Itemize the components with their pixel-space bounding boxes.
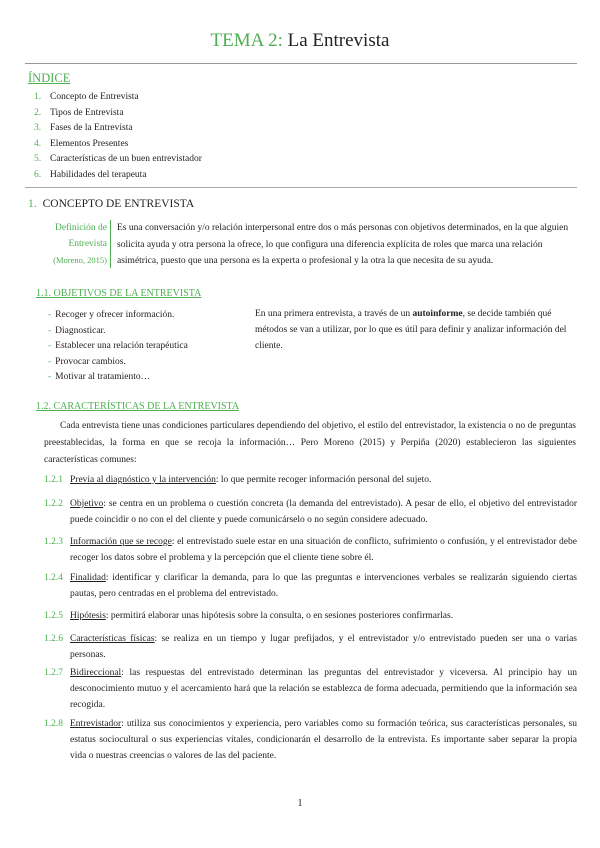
list-item: - Motivar al tratamiento… bbox=[48, 372, 151, 382]
list-item: 1.2.3 Información que se recoge: el entrevistado suele estar en una situación de conflicto, sufrimiento o confusión, y el entrevistador debe recoger los datos sobre el problema y la percepción que el cliente tiene sobre él. bbox=[44, 537, 577, 563]
list-item: - Diagnosticar. bbox=[48, 325, 106, 336]
list-item: - Establecer una relación terapéutica bbox=[48, 341, 188, 351]
index-item: 4. Elementos Presentes bbox=[34, 138, 129, 149]
list-item: 1.2.8 Entrevistador: utiliza sus conocimientos y experiencia, pero variables como su formación teórica, sus características personales, su estatus sociocultural o sus experiencias vitales, condicionarán el desarrollo de la entrevista. Es importante saber separar la propia vida o nuestras creencias o valores de las del paciente. bbox=[44, 719, 577, 761]
index-item: 6. Habilidades del terapeuta bbox=[34, 169, 147, 180]
list-item: 1.2.2 Objetivo: se centra en un problema o cuestión concreta (la demanda del entrevistado). A pesar de ello, el objetivo del entrevistador puede coincidir o no con el del cliente y puede comunicárselo o no según considere adecuado. bbox=[44, 499, 577, 525]
index-list bbox=[34, 90, 202, 183]
subsection-heading-objetivos: 1.1. OBJETIVOS DE LA ENTREVISTA bbox=[36, 288, 202, 299]
definition-label: Definición de Entrevista (Moreno, 2015) bbox=[53, 223, 107, 265]
index-item: 1. Concepto de Entrevista bbox=[34, 92, 139, 102]
subsection-heading-caracteristicas: 1.2. CARACTERÍSTICAS DE LA ENTREVISTA bbox=[36, 401, 240, 412]
list-item: - Provocar cambios. bbox=[48, 356, 126, 367]
list-item: - Recoger y ofrecer información. bbox=[48, 310, 175, 320]
objetivos-list bbox=[48, 308, 188, 386]
page-number: 1 bbox=[297, 798, 303, 809]
index-divider bbox=[25, 187, 577, 188]
index-item: 3. Fases de la Entrevista bbox=[34, 123, 133, 133]
list-item: 1.2.4 Finalidad: identificar y clarificar la demanda, para lo que las preguntas e intervenciones verbales se realizarán siguiendo ciertas pautas, pero centradas en el problema del entrevistado. bbox=[44, 573, 577, 599]
title-divider bbox=[25, 63, 577, 64]
objetivos-text: En una primera entrevista, a través de un autoinforme, se decide también qué métodos se van a utilizar, por lo que es útil para definir y analizar información del cliente. bbox=[255, 309, 567, 351]
list-item: 1.2.5 Hipótesis: permitirá elaborar unas hipótesis sobre la consulta, o en sesiones posteriores confirmarlas. bbox=[44, 611, 454, 621]
index-heading: ÍNDICE bbox=[28, 71, 71, 85]
list-item: 1.2.7 Bidireccional: las respuestas del entrevistado determinan las preguntas del entrevistador y viceversa. Al principio hay un desconocimiento mutuo y el acercamiento hará que la relación se establezca de forma adecuada, permitiendo que la información sea recogida. bbox=[44, 668, 577, 710]
index-item: 5. Características de un buen entrevistador bbox=[34, 154, 202, 164]
page-title: TEMA 2: La Entrevista bbox=[210, 30, 390, 51]
caracteristicas-intro: Cada entrevista tiene unas condiciones particulares dependiendo del objetivo, el estilo del entrevistador, la existencia o no de preguntas preestablecidas, la forma en que se recoja la información… Pero Moreno (2015) y Perpiña (2020) establecieron las siguientes características comunes: bbox=[44, 421, 576, 465]
index-item: 2. Tipos de Entrevista bbox=[34, 107, 124, 118]
definition-text: Es una conversación y/o relación interpersonal entre dos o más personas con objetivos determinados, en la que alguien solicita ayuda y otra persona la ofrece, lo que configura una diferencia explícita de roles que marca una relación asimétrica, puesto que una persona es la experta o profesional y la otra la que necesita de su ayuda. bbox=[117, 223, 569, 266]
list-item: 1.2.6 Características físicas: se realiza en un tiempo y lugar prefijados, y el entrevistador y/o entrevistado pueden ser una o varias personas. bbox=[44, 634, 577, 660]
definition-divider bbox=[110, 220, 111, 268]
section-heading: 1. CONCEPTO DE ENTREVISTA bbox=[28, 198, 195, 210]
list-item: 1.2.1 Previa al diagnóstico y la intervención: lo que permite recoger información personal del sujeto. bbox=[44, 475, 432, 485]
